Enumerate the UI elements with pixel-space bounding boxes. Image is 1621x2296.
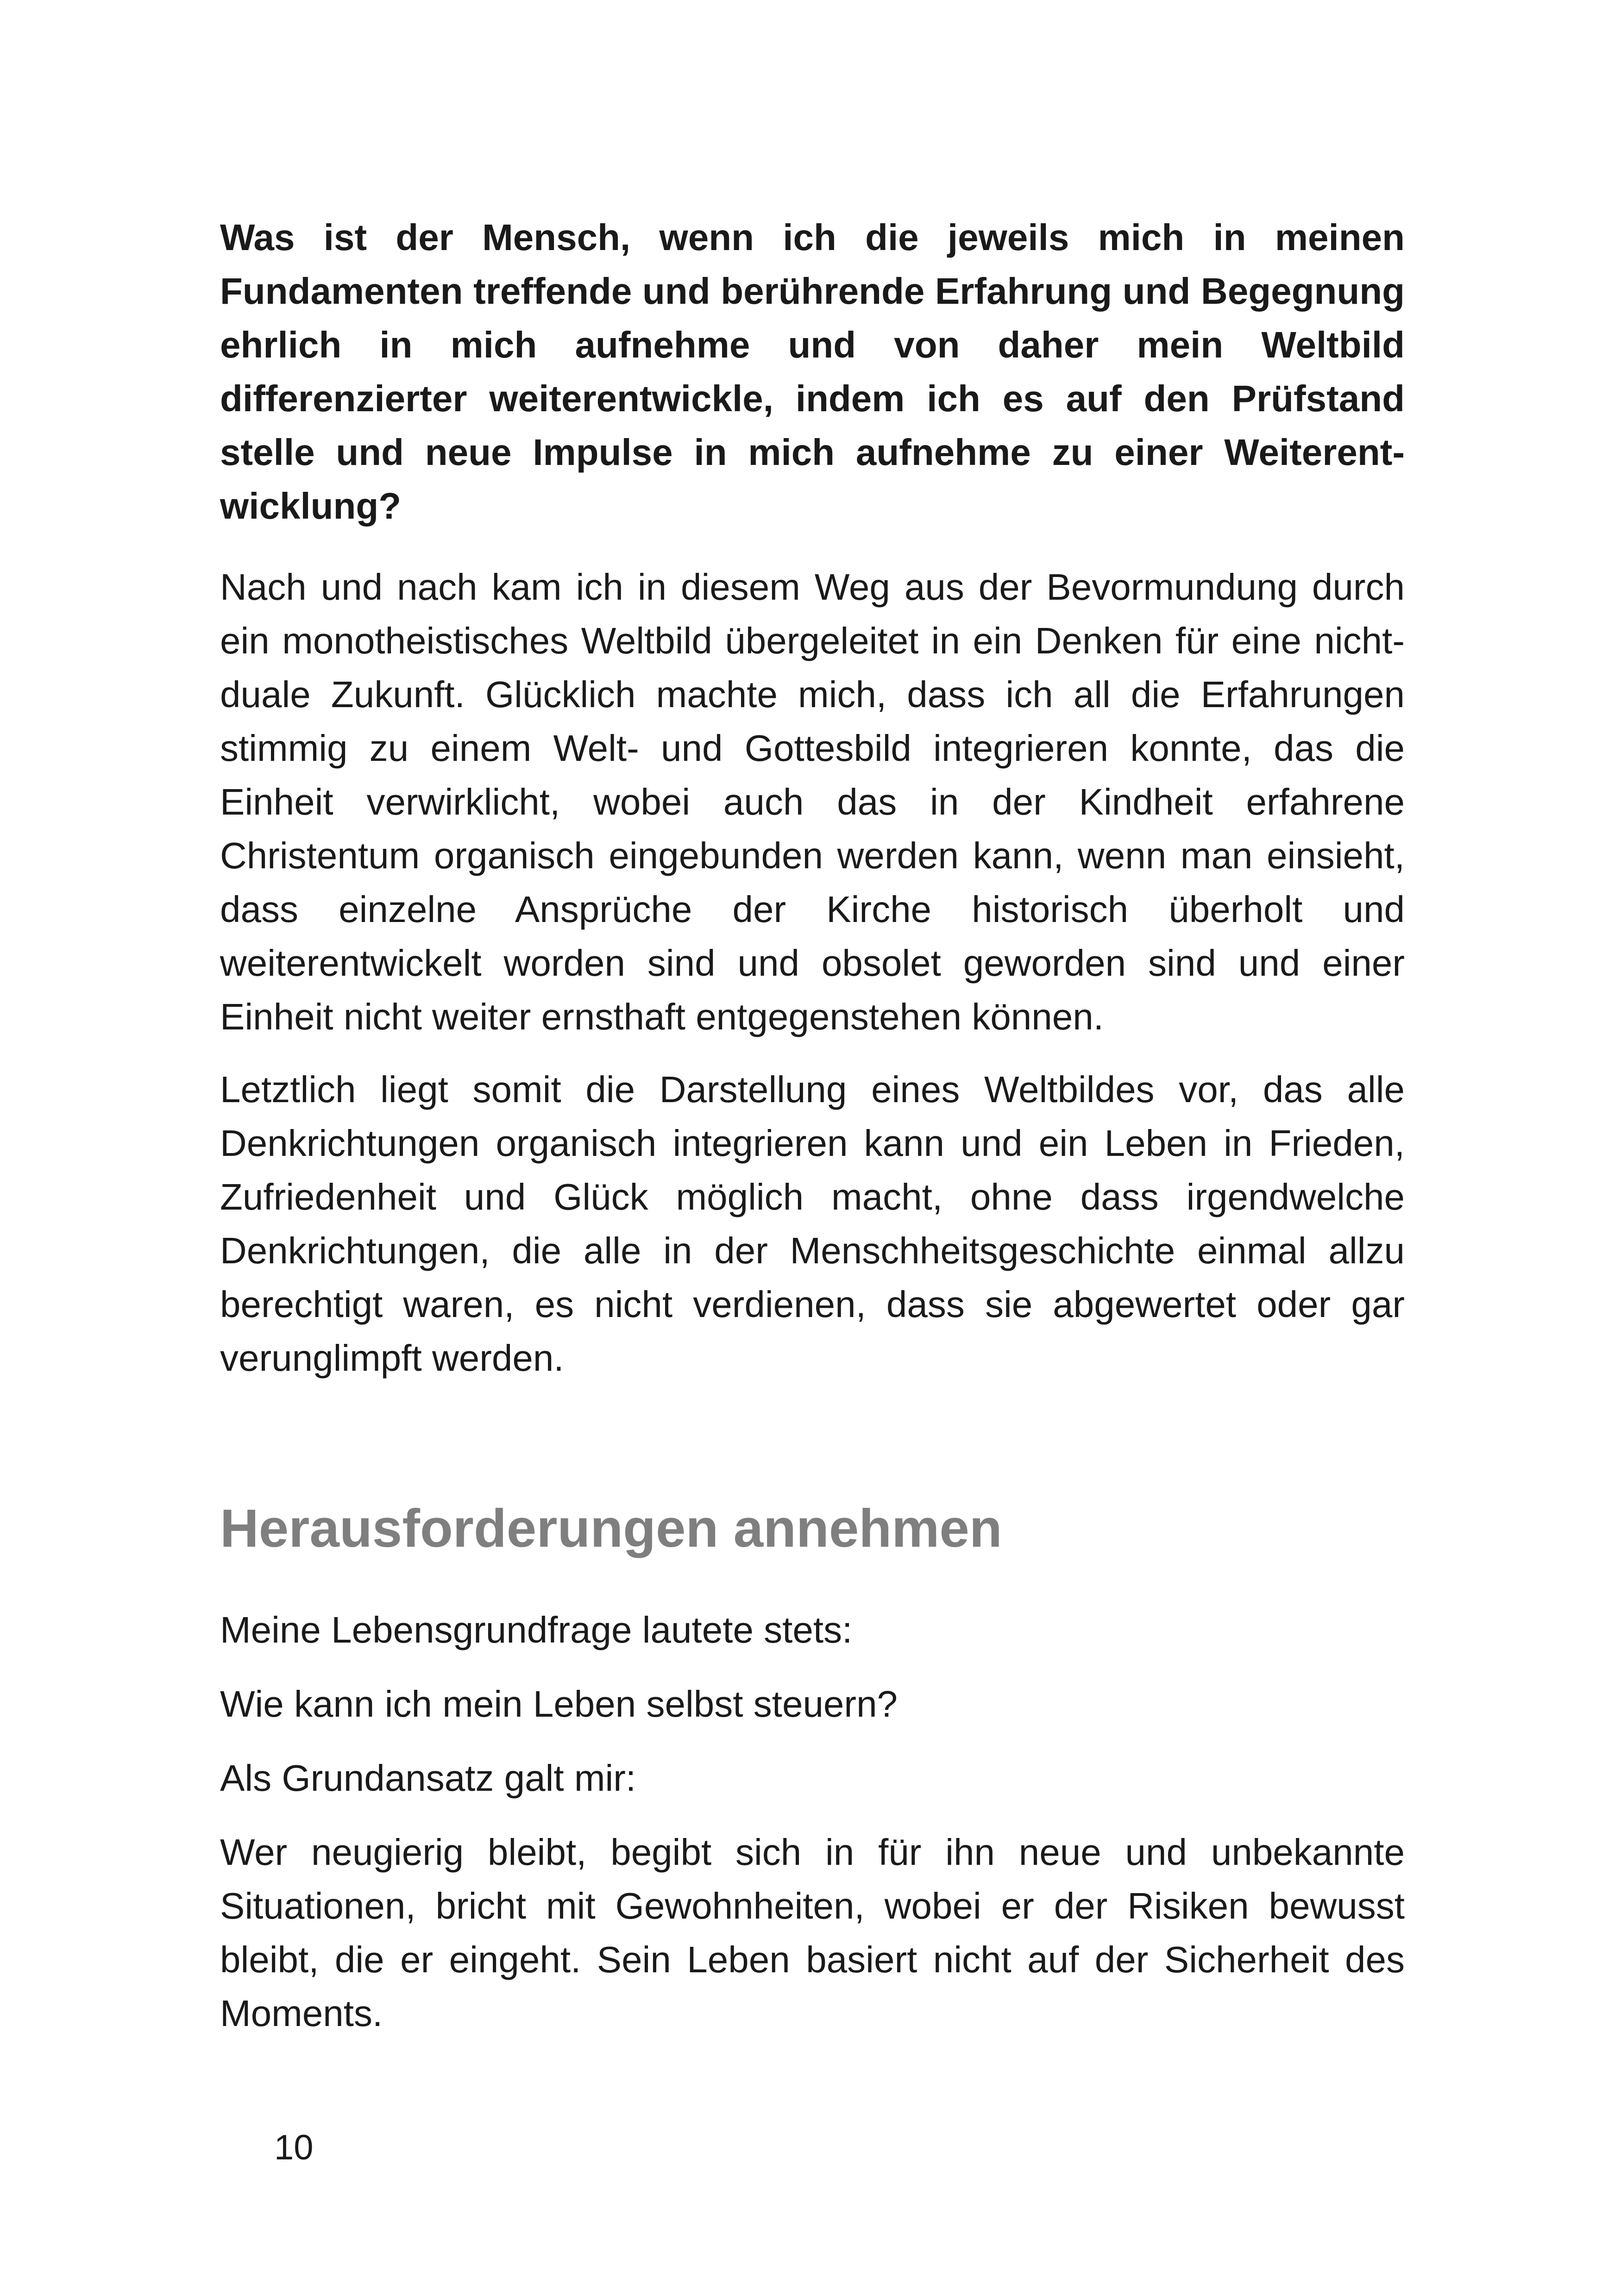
section-line-2: Wie kann ich mein Leben selbst steuern? xyxy=(220,1683,898,1725)
page-number: 10 xyxy=(274,2128,314,2167)
closing-paragraph: Wer neugierig bleibt, begibt sich in für ihn neue und unbekannte Situationen, bricht mit Gewohnheiten, wobei er der Risiken bewusst bleibt, die er eingeht. Sein Leben basiert nicht auf der Sicherheit des Moments. xyxy=(220,1832,1405,2034)
section-heading: Herausforderungen annehmen xyxy=(220,1498,1002,1558)
section-line-1: Meine Lebensgrundfrage lautete stets: xyxy=(220,1609,853,1650)
body-paragraph-1: Nach und nach kam ich in diesem Weg aus der Bevormundung durch ein monotheistisches Weltbild übergeleitet in ein Denken für eine nicht-duale Zukunft. Glücklich machte mich, dass ich all die Erfahrungen stimmig zu einem Welt- und Gottesbild integrieren konnte, das die Einheit verwirklicht, wobei auch das in der Kindheit erfahrene Christentum organisch eingebunden werden kann, wenn man einsieht, dass einzelne Ansprüche der Kirche historisch überholt und weiterentwickelt worden sind und obsolet geworden sind und einer Einheit nicht weiter ernsthaft entgegenstehen können. xyxy=(220,566,1405,1037)
intro-question-paragraph: Was ist der Mensch, wenn ich die jeweils mich in meinen Fundamenten treffende und berührende Erfahrung und Begegnung ehrlich in mich aufnehme und von daher mein Weltbild differenzierter weiterentwickle, indem ich es auf den Prüfstand stelle und neue Impulse in mich aufnehme zu einer Weiterentwicklung? xyxy=(220,217,1405,527)
body-paragraph-2: Letztlich liegt somit die Darstellung eines Weltbildes vor, das alle Denkrichtungen organisch integrieren kann und ein Leben in Frieden, Zufriedenheit und Glück möglich macht, ohne dass irgendwelche Denkrichtungen, die alle in der Menschheitsgeschichte einmal allzu berechtigt waren, es nicht verdienen, dass sie abgewertet oder gar verunglimpft werden. xyxy=(220,1069,1405,1379)
section-line-3: Als Grundansatz galt mir: xyxy=(220,1757,636,1799)
